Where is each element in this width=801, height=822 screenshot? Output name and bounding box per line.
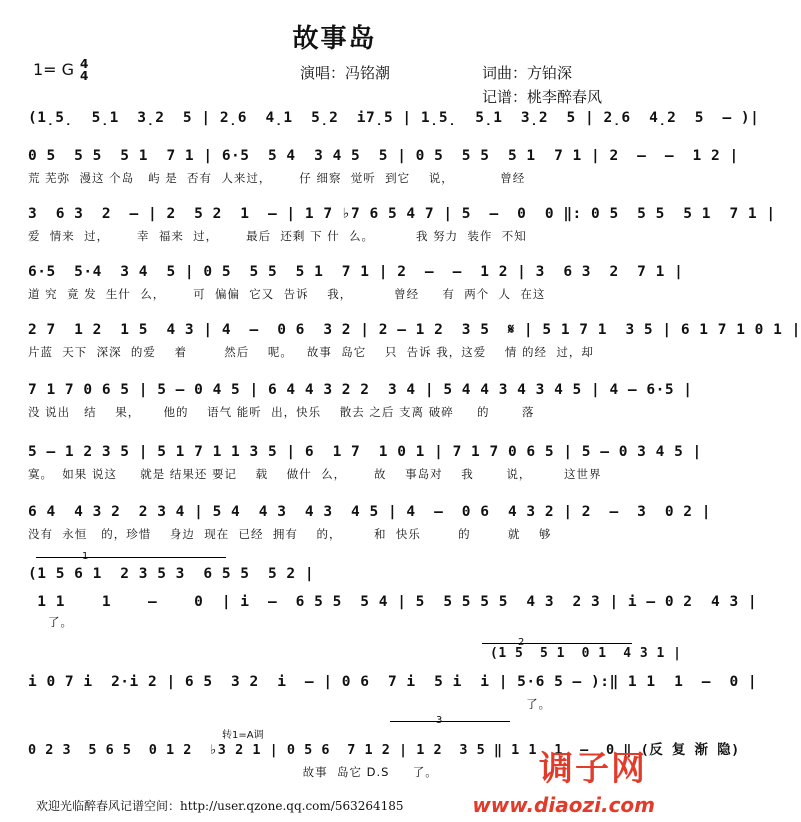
notation-line: 6 4 4 3 2 2 3 4 | 5 4 4 3 4 3 4 5 | 4 – 0 6 4 3 2 | 2 – 3 0 2 | (28, 504, 712, 520)
watermark-url: www.diaozi.com (472, 793, 655, 817)
lyric-line: 没 说出 结 果， 他的 语气 能听 出，快乐 散去 之后 支离 破碎 的 落 (28, 405, 535, 419)
notation-line: 6·5 5·4 3 4 5 | 0 5 5 5 5 1 7 1 | 2 – – 1 2 | 3 6 3 2 7 1 | (28, 264, 684, 280)
notation-line: 2 7 1 2 1 5 4 3 | 4 – 0 6 3 2 | 2 – 1 2 3 5 𝄋 | 5 1 7 1 3 5 | 6 1 7 1 0 1 | (28, 322, 801, 338)
score-row-6 (28, 382, 693, 420)
notation-line: 0 2 3 5 6 5 0 1 2 ♭3 2 1 | 0 5 6 7 1 2 | 1 2 3 5 ‖ 1 1 1 – 0 ‖ (反 复 渐 隐) (28, 742, 740, 758)
volta-3-bracket (390, 721, 510, 722)
notation-line: 5 – 1 2 3 5 | 5 1 7 1 1 3 5 | 6 1 7 1 0 1 | 7 1 7 0 6 5 | 5 – 0 3 4 5 | (28, 444, 702, 460)
lyric-line: 寞。 如果 说这 就是 结果还 要记 载 做什 么， 故 事岛对 我 说， 这世界 (28, 467, 602, 481)
footer-credit: 欢迎光临醉春风记谱空间：http://user.qzone.qq.com/563264185 (36, 799, 404, 813)
score-row-4 (28, 264, 684, 302)
score-row-3 (28, 206, 776, 244)
score-row-9a (28, 566, 643, 582)
score-row-1 (28, 110, 760, 126)
lyric-line: 了。 (28, 697, 552, 711)
lyric-line: 道 究 竟 发 生什 么， 可 偏偏 它又 告诉 我， 曾经 有 两个 人 在这 (28, 287, 546, 301)
notation-line: (1̣5̣ 5̣1 3̣2 5 | 2̣6 4̣1 5̣2 i7̣5 | 1̣5̣ 5̣1 3̣2 5 | 2̣6 4̣2 5 – )| (28, 110, 760, 126)
score-row-9b (28, 594, 758, 630)
lyric-line: 片蓝 天下 深深 的爱 着 然后 呢。 故事 岛它 只 告诉 我，这爱 情 的经 过，却 (28, 345, 594, 359)
score-row-7 (28, 444, 702, 482)
key-change-label: 转1=A调 (222, 730, 264, 741)
notation-line: 0 5 5 5 5 1 7 1 | 6·5 5 4 3 4 5 5 | 0 5 5 5 5 1 7 1 | 2 – – 1 2 | (28, 148, 739, 164)
singer-credit: 演唱：冯铭潮 (300, 64, 391, 82)
score-row-10 (28, 674, 758, 712)
volta-2-bracket (482, 643, 632, 644)
watermark-logo: 调子网 (539, 749, 647, 789)
notation-line: (1 5 5 1 0 1 4 3 1 | (490, 646, 682, 661)
score-row-5 (28, 322, 801, 360)
score-row-2 (28, 148, 739, 186)
notation-line: 3 6 3 2 – | 2 5 2 1 – | 1 7 ♭7 6 5 4 7 | 5 – 0 0 ‖: 0 5 5 5 5 1 7 1 | (28, 206, 776, 222)
volta-1-bracket (36, 557, 226, 558)
lyric-line: 故事 岛它 D.S 了。 (28, 765, 438, 779)
composer-credit: 词曲：方铂深 (482, 64, 573, 82)
lyric-line: 了。 (48, 615, 73, 629)
notation-line: 7 1 7 0 6 5 | 5 – 0 4 5 | 6 4 4 3 2 2 3 4 | 5 4 4 3 4 3 4 5 | 4 – 6·5 | (28, 382, 693, 398)
transcriber-credit: 记谱：桃李醉春风 (482, 88, 603, 106)
notation-line: i 0 7 i 2·i 2 | 6 5 3 2 i – | 0 6 7 i 5 i i | 5·6 5 – ):‖ 1 1 1 – 0 | (28, 674, 758, 690)
key-signature: 1= G (33, 60, 75, 79)
notation-line: 1 1 1 – 0 | i – 6 5 5 5 4 | 5 5 5 5 5 4 3 2 3 | i – 0 2 4 3 | (28, 594, 758, 610)
notation-line: (1 5 6 1 2 3 5 3 6 5 5 5 2 | (28, 566, 315, 582)
score-row-8 (28, 504, 712, 542)
time-signature (80, 58, 88, 82)
time-signature-top: 4 (80, 57, 89, 71)
lyric-line: 荒 芜弥 漫这 个岛 屿 是 否有 人来过， 仔 细察 觉听 到它 说， 曾经 (28, 171, 526, 185)
lyric-line: 没有 永恒 的，珍惜 身边 现在 已经 拥有 的， 和 快乐 的 就 够 (28, 527, 552, 541)
time-signature-bottom: 4 (80, 69, 89, 83)
lyric-line: 爱 情来 过， 幸 福来 过， 最后 还剩 下 什 么。 我 努力 装作 不知 (28, 229, 527, 243)
song-title: 故事岛 (292, 24, 377, 54)
